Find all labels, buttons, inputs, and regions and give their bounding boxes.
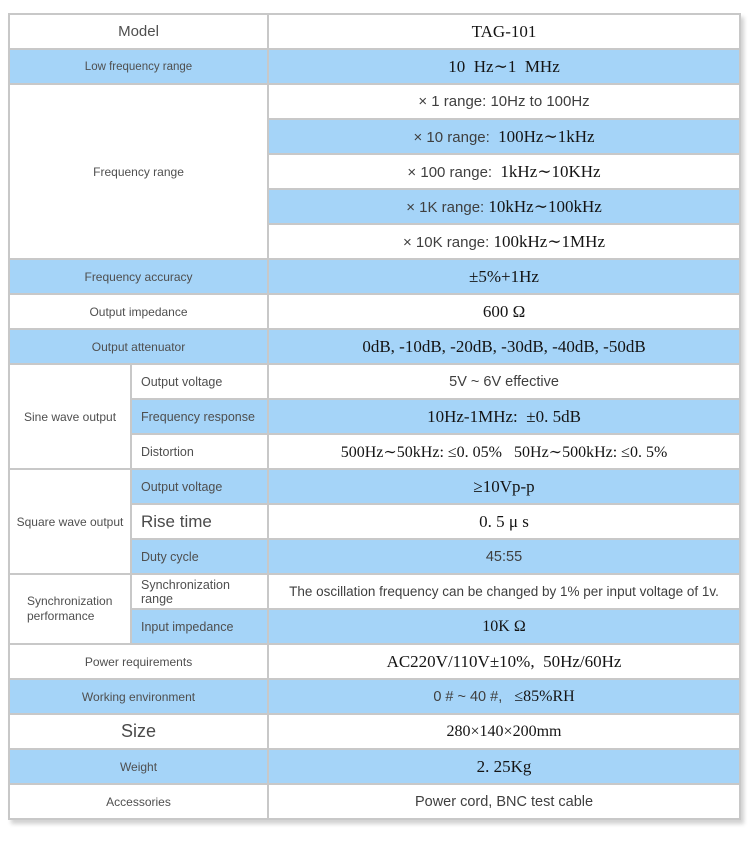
power-requirements-value: AC220V/110V±10%, 50Hz/60Hz	[386, 651, 622, 671]
sine-distortion-value-cell	[268, 434, 740, 469]
row-working-environment	[9, 679, 740, 714]
weight-value-cell	[268, 749, 740, 784]
size-label-cell	[9, 714, 268, 749]
sine-wave-output-group-cell	[9, 364, 131, 469]
row-weight	[9, 749, 740, 784]
synchronization-range-value: The oscillation frequency can be changed by 1% per input voltage of 1v.	[289, 583, 719, 599]
output-impedance-label-cell	[9, 294, 268, 329]
square-duty-cycle-value-cell	[268, 539, 740, 574]
frequency-accuracy-label: Frequency accuracy	[84, 269, 193, 284]
synchronization-range-label-cell	[131, 574, 268, 609]
row-power-requirements	[9, 644, 740, 679]
square-rise-time-value: 0. 5 μ s	[479, 511, 529, 531]
frequency-range-x10-prefix: × 10 range:	[413, 128, 499, 146]
row-frequency-range-x1	[9, 84, 740, 119]
row-synchronization-range	[9, 574, 740, 609]
square-output-voltage-label-cell	[131, 469, 268, 504]
frequency-range-x1k-prefix: × 1K range:	[406, 198, 489, 216]
square-wave-output-group-label: Square wave output	[16, 514, 124, 529]
power-requirements-value-cell	[268, 644, 740, 679]
sine-distortion-label-cell	[131, 434, 268, 469]
row-model	[9, 14, 740, 49]
model-value: TAG-101	[471, 21, 537, 41]
frequency-range-x100-cell	[268, 154, 740, 189]
sine-frequency-response-label-cell	[131, 399, 268, 434]
working-environment-value-cell	[268, 679, 740, 714]
working-environment-label: Working environment	[81, 689, 196, 704]
row-size	[9, 714, 740, 749]
sine-distortion-label: Distortion	[141, 444, 194, 459]
square-output-voltage-value: ≥10Vp-p	[473, 476, 535, 496]
sine-output-voltage-label: Output voltage	[141, 374, 223, 389]
row-output-impedance	[9, 294, 740, 329]
model-value-cell	[268, 14, 740, 49]
low-frequency-range-label: Low frequency range	[84, 60, 193, 73]
synchronization-performance-group-label: Synchronization performance	[27, 594, 113, 623]
frequency-range-x10-value: 100Hz∼1kHz	[498, 126, 595, 146]
output-impedance-value-cell	[268, 294, 740, 329]
synchronization-range-label: Synchronization range	[141, 577, 230, 606]
frequency-range-x100-value: 1kHz∼10KHz	[500, 161, 601, 181]
weight-label: Weight	[119, 759, 158, 774]
frequency-accuracy-value: ±5%+1Hz	[469, 266, 539, 286]
square-duty-cycle-value: 45:55	[485, 548, 523, 565]
working-environment-value: ≤85%RH	[514, 687, 575, 705]
frequency-accuracy-value-cell	[268, 259, 740, 294]
output-attenuator-label: Output attenuator	[91, 339, 186, 354]
sine-output-voltage-value: 5V ~ 6V effective	[449, 373, 559, 390]
square-rise-time-value-cell	[268, 504, 740, 539]
frequency-range-x1-cell	[268, 84, 740, 119]
accessories-value-cell	[268, 784, 740, 819]
power-requirements-label-cell	[9, 644, 268, 679]
frequency-range-x1k-cell	[268, 189, 740, 224]
row-accessories	[9, 784, 740, 819]
accessories-label: Accessories	[106, 794, 171, 809]
sine-frequency-response-value: 10Hz-1MHz: ±0. 5dB	[427, 406, 581, 426]
frequency-range-x10k-value: 100kHz∼1MHz	[493, 231, 605, 251]
sine-output-voltage-label-cell	[131, 364, 268, 399]
square-duty-cycle-label-cell	[131, 539, 268, 574]
model-label-cell	[9, 14, 268, 49]
output-impedance-value: 600 Ω	[482, 301, 526, 321]
output-attenuator-value: 0dB, -10dB, -20dB, -30dB, -40dB, -50dB	[362, 336, 646, 356]
output-attenuator-label-cell	[9, 329, 268, 364]
row-low-frequency-range	[9, 49, 740, 84]
frequency-range-x1-text: × 1 range: 10Hz to 100Hz	[418, 92, 590, 110]
size-value-cell	[268, 714, 740, 749]
input-impedance-value: 10K Ω	[482, 617, 526, 635]
square-rise-time-label: Rise time	[141, 511, 212, 531]
sine-distortion-value: 500Hz∼50kHz: ≤0. 05% 50Hz∼500kHz: ≤0. 5%	[340, 443, 668, 461]
sine-wave-output-group-label: Sine wave output	[23, 409, 117, 424]
frequency-accuracy-label-cell	[9, 259, 268, 294]
input-impedance-label: Input impedance	[141, 619, 234, 634]
output-attenuator-value-cell	[268, 329, 740, 364]
row-frequency-accuracy	[9, 259, 740, 294]
accessories-label-cell	[9, 784, 268, 819]
size-label: Size	[121, 721, 157, 741]
sine-frequency-response-label: Frequency response	[141, 409, 255, 424]
row-sine-output-voltage	[9, 364, 740, 399]
accessories-value: Power cord, BNC test cable	[414, 793, 594, 810]
weight-value: 2. 25Kg	[476, 756, 532, 776]
working-environment-label-cell	[9, 679, 268, 714]
sine-output-voltage-value-cell	[268, 364, 740, 399]
model-label: Model	[118, 23, 159, 40]
frequency-range-x10k-prefix: × 10K range:	[403, 233, 494, 251]
row-square-output-voltage	[9, 469, 740, 504]
sine-frequency-response-value-cell	[268, 399, 740, 434]
frequency-range-group-label: Frequency range	[93, 164, 184, 179]
weight-label-cell	[9, 749, 268, 784]
low-frequency-range-label-cell	[9, 49, 268, 84]
working-environment-prefix: 0 # ~ 40 #,	[433, 688, 515, 705]
square-rise-time-label-cell	[131, 504, 268, 539]
power-requirements-label: Power requirements	[84, 654, 193, 669]
frequency-range-x10k-cell	[268, 224, 740, 259]
input-impedance-label-cell	[131, 609, 268, 644]
low-frequency-range-value: 10 Hz∼1 MHz	[448, 56, 560, 76]
synchronization-performance-group-cell	[9, 574, 131, 644]
square-output-voltage-label: Output voltage	[141, 479, 223, 494]
output-impedance-label: Output impedance	[89, 304, 188, 319]
row-output-attenuator	[9, 329, 740, 364]
spec-table	[8, 13, 741, 820]
frequency-range-x1k-value: 10kHz∼100kHz	[488, 196, 602, 216]
square-output-voltage-value-cell	[268, 469, 740, 504]
frequency-range-group-cell	[9, 84, 268, 259]
low-frequency-range-value-cell	[268, 49, 740, 84]
frequency-range-x10-cell	[268, 119, 740, 154]
input-impedance-value-cell	[268, 609, 740, 644]
square-wave-output-group-cell	[9, 469, 131, 574]
synchronization-range-value-cell	[268, 574, 740, 609]
size-value: 280×140×200mm	[446, 722, 562, 740]
square-duty-cycle-label: Duty cycle	[141, 549, 199, 564]
frequency-range-x100-prefix: × 100 range:	[407, 163, 501, 181]
